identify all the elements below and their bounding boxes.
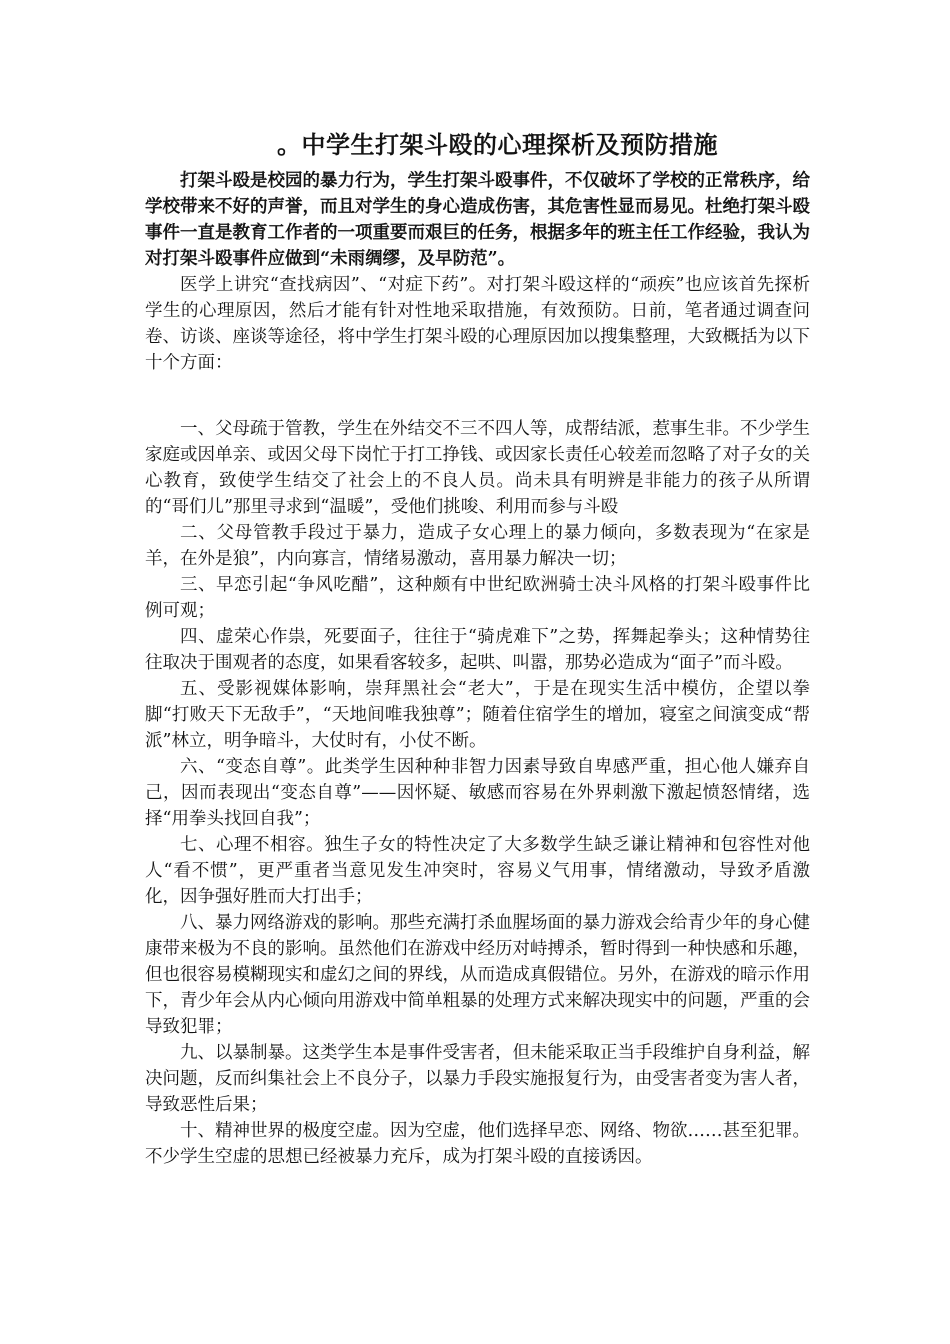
reason-item-10: 十、精神世界的极度空虚。因为空虚，他们选择早恋、网络、物欲……甚至犯罪。不少学生空虚的思想已经被暴力充斥，成为打架斗殴的直接诱因。 [145,1121,810,1167]
reason-item-9: 九、以暴制暴。这类学生本是事件受害者，但未能采取正当手段维护自身利益，解决问题，反而纠集社会上不良分子，以暴力手段实施报复行为，由受害者变为害人者，导致恶性后果； [145,1043,810,1115]
document-body [145,128,810,1170]
document-title: 。中学生打架斗殴的心理探析及预防措施 [277,130,718,159]
paragraph-gap [145,376,810,416]
reason-item-4: 四、虚荣心作祟，死要面子，往往于“骑虎难下”之势，挥舞起拳头；这种情势往往取决于围观者的态度，如果看客较多，起哄、叫嚣，那势必造成为“面子”而斗殴。 [145,627,810,673]
lead-paragraph: 打架斗殴是校园的暴力行为，学生打架斗殴事件，不仅破坏了学校的正常秩序，给学校带来不好的声誉，而且对学生的身心造成伤害，其危害性显而易见。杜绝打架斗殴事件一直是教育工作者的一项重要而艰巨的任务，根据多年的班主任工作经验，我认为对打架斗殴事件应做到“未雨绸缪，及早防范”。 [145,171,810,269]
reason-item-7: 七、心理不相容。独生子女的特性决定了大多数学生缺乏谦让精神和包容性对他人“看不惯”，更严重者当意见发生冲突时，容易义气用事，情绪激动，导致矛盾激化，因争强好胜而大打出手； [145,835,810,907]
reason-item-5: 五、受影视媒体影响，崇拜黑社会“老大”，于是在现实生活中模仿，企望以拳脚“打败天下无敌手”，“天地间唯我独尊”；随着住宿学生的增加，寝室之间演变成“帮派”林立，明争暗斗，大仗时有，小仗不断。 [145,679,810,751]
reason-item-2: 二、父母管教手段过于暴力，造成子女心理上的暴力倾向，多数表现为“在家是羊，在外是狼”，内向寡言，情绪易激动，喜用暴力解决一切； [145,523,810,569]
reason-item-6: 六、“变态自尊”。此类学生因种种非智力因素导致自卑感严重，担心他人嫌弃自己，因而表现出“变态自尊”——因怀疑、敏感而容易在外界刺激下激起愤怒情绪，选择“用拳头找回自我”； [145,757,810,829]
reason-item-8: 八、暴力网络游戏的影响。那些充满打杀血腥场面的暴力游戏会给青少年的身心健康带来极为不良的影响。虽然他们在游戏中经历对峙搏杀，暂时得到一种快感和乐趣，但也很容易模糊现实和虚幻之间的界线，从而造成真假错位。另外，在游戏的暗示作用下，青少年会从内心倾向用游戏中简单粗暴的处理方式来解决现实中的问题，严重的会导致犯罪； [145,913,810,1037]
reason-item-3: 三、早恋引起“争风吃醋”，这种颇有中世纪欧洲骑士决斗风格的打架斗殴事件比例可观； [145,575,810,621]
reason-item-1: 一、父母疏于管教，学生在外结交不三不四人等，成帮结派，惹事生非。不少学生家庭或因单亲、或因父母下岗忙于打工挣钱、或因家长责任心较差而忽略了对子女的关心教育，致使学生结交了社会上的不良人员。尚未具有明辨是非能力的孩子从所谓的“哥们儿”那里寻求到“温暖”，受他们挑唆、利用而参与斗殴 [145,419,810,517]
intro-paragraph: 医学上讲究“查找病因”、“对症下药”。对打架斗殴这样的“顽疾”也应该首先探析学生的心理原因，然后才能有针对性地采取措施，有效预防。日前，笔者通过调查问卷、访谈、座谈等途径，将中学生打架斗殴的心理原因加以搜集整理，大致概括为以下十个方面： [145,275,810,373]
